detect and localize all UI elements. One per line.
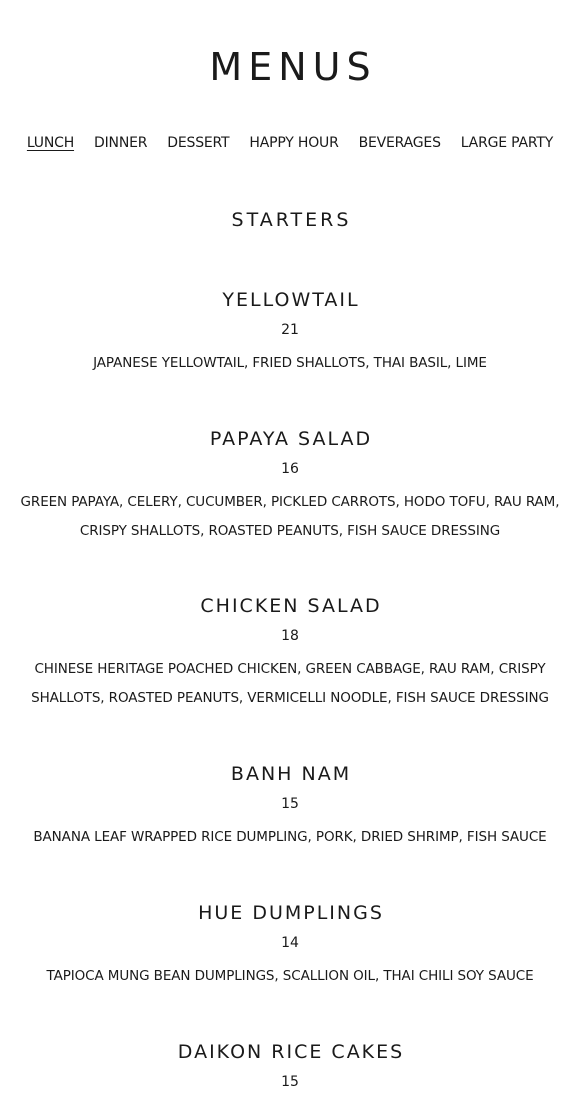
item-description-line: BANANA LEAF WRAPPED RICE DUMPLING, PORK, DRIED SHRIMP, FISH SAUCE xyxy=(33,829,547,845)
tab-dinner[interactable]: DINNER xyxy=(94,135,148,151)
item-name: CHICKEN SALAD xyxy=(200,595,382,617)
tab-lunch[interactable]: LUNCH xyxy=(26,135,75,151)
item-description-line: GREEN PAPAYA, CELERY, CUCUMBER, PICKLED CARROTS, HODO TOFU, RAU RAM, xyxy=(20,494,560,510)
tab-beverages[interactable]: BEVERAGES xyxy=(358,135,441,151)
menu-item xyxy=(0,900,580,991)
item-description-line: TAPIOCA MUNG BEAN DUMPLINGS, SCALLION OIL, THAI CHILI SOY SAUCE xyxy=(46,968,534,984)
item-description xyxy=(20,349,560,378)
menu-item xyxy=(0,761,580,852)
menu-tabs xyxy=(0,132,580,154)
item-description-line: SHALLOTS, ROASTED PEANUTS, VERMICELLI NOODLE, FISH SAUCE DRESSING xyxy=(31,690,549,706)
menu-item xyxy=(0,287,580,378)
item-description xyxy=(20,962,560,991)
tab-large-party[interactable]: LARGE PARTY xyxy=(460,135,554,151)
item-description xyxy=(20,488,560,546)
item-price: 15 xyxy=(281,796,299,812)
item-description-line: CHINESE HERITAGE POACHED CHICKEN, GREEN CABBAGE, RAU RAM, CRISPY xyxy=(34,661,546,677)
item-description xyxy=(20,655,560,713)
tab-dessert[interactable]: DESSERT xyxy=(167,135,230,151)
menu-item xyxy=(0,426,580,546)
item-description-line: CRISPY SHALLOTS, ROASTED PEANUTS, FISH SAUCE DRESSING xyxy=(79,523,501,539)
item-name: PAPAYA SALAD xyxy=(209,428,373,450)
item-price: 18 xyxy=(281,628,299,644)
item-name: BANH NAM xyxy=(230,763,352,785)
item-name: YELLOWTAIL xyxy=(222,289,360,311)
item-description xyxy=(20,823,560,852)
item-price: 15 xyxy=(281,1074,299,1090)
menu-item xyxy=(0,1039,580,1092)
item-price: 14 xyxy=(281,935,299,951)
item-price: 16 xyxy=(281,461,299,477)
section-title: STARTERS xyxy=(231,209,352,231)
item-name: DAIKON RICE CAKES xyxy=(177,1041,405,1063)
menu-item xyxy=(0,593,580,713)
tab-happy-hour[interactable]: HAPPY HOUR xyxy=(249,135,339,151)
item-name: HUE DUMPLINGS xyxy=(198,902,384,924)
item-description-line: JAPANESE YELLOWTAIL, FRIED SHALLOTS, THAI BASIL, LIME xyxy=(93,355,487,371)
item-price: 21 xyxy=(281,322,299,338)
page-title: MENUS xyxy=(209,45,377,89)
